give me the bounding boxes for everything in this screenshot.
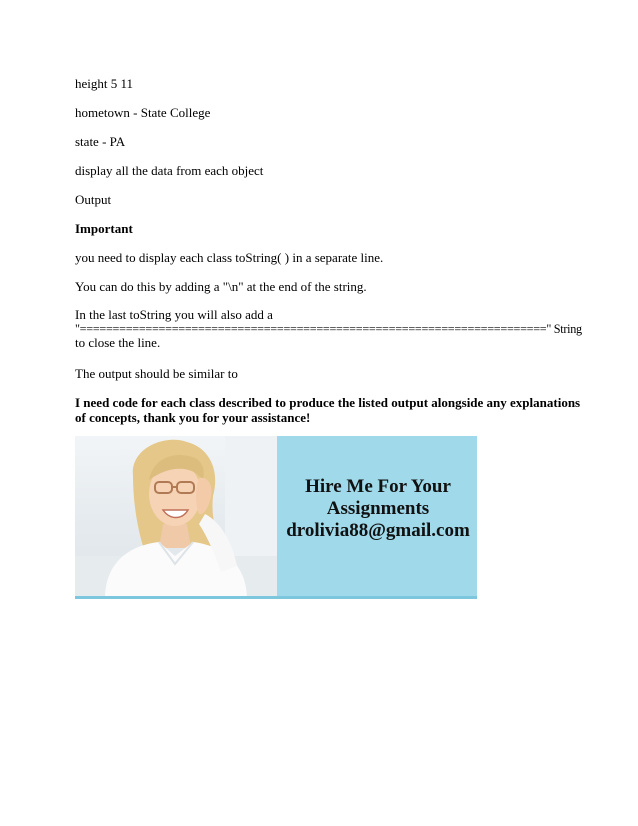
paragraph-line: to close the line.: [75, 335, 161, 350]
paragraph-display: display all the data from each object: [75, 163, 264, 178]
paragraph-request: [75, 395, 581, 425]
paragraph-last-tostring: [75, 307, 582, 350]
paragraph-hometown: hometown - State College: [75, 105, 211, 120]
paragraph-separate-line: you need to display each class toString( ) in a separate line.: [75, 250, 384, 265]
paragraph-line: In the last toString you will also add a: [75, 307, 273, 322]
paragraph-height: height 5 11: [75, 76, 134, 91]
photo-illustration: [75, 436, 277, 599]
banner-title: Hire Me For Your: [305, 476, 451, 497]
paragraph-line: I need code for each class described to produce the listed output alongside any explanations: [75, 395, 581, 410]
advertisement-banner: [75, 436, 477, 599]
banner-bottom-strip: [75, 596, 477, 599]
banner-email: drolivia88@gmail.com: [286, 520, 470, 541]
paragraph-similar: The output should be similar to: [75, 366, 238, 381]
paragraph-state: state - PA: [75, 134, 126, 149]
paragraph-line: of concepts, thank you for your assistance!: [75, 410, 311, 425]
banner-subtitle: Assignments: [326, 498, 430, 519]
paragraph-line-equals: "=======================================================================" String: [75, 322, 582, 336]
woman-with-glasses-photo: [75, 436, 277, 599]
paragraph-newline: You can do this by adding a "\n" at the end of the string.: [75, 279, 367, 294]
paragraph-output: Output: [75, 192, 112, 207]
heading-important: Important: [75, 221, 133, 236]
